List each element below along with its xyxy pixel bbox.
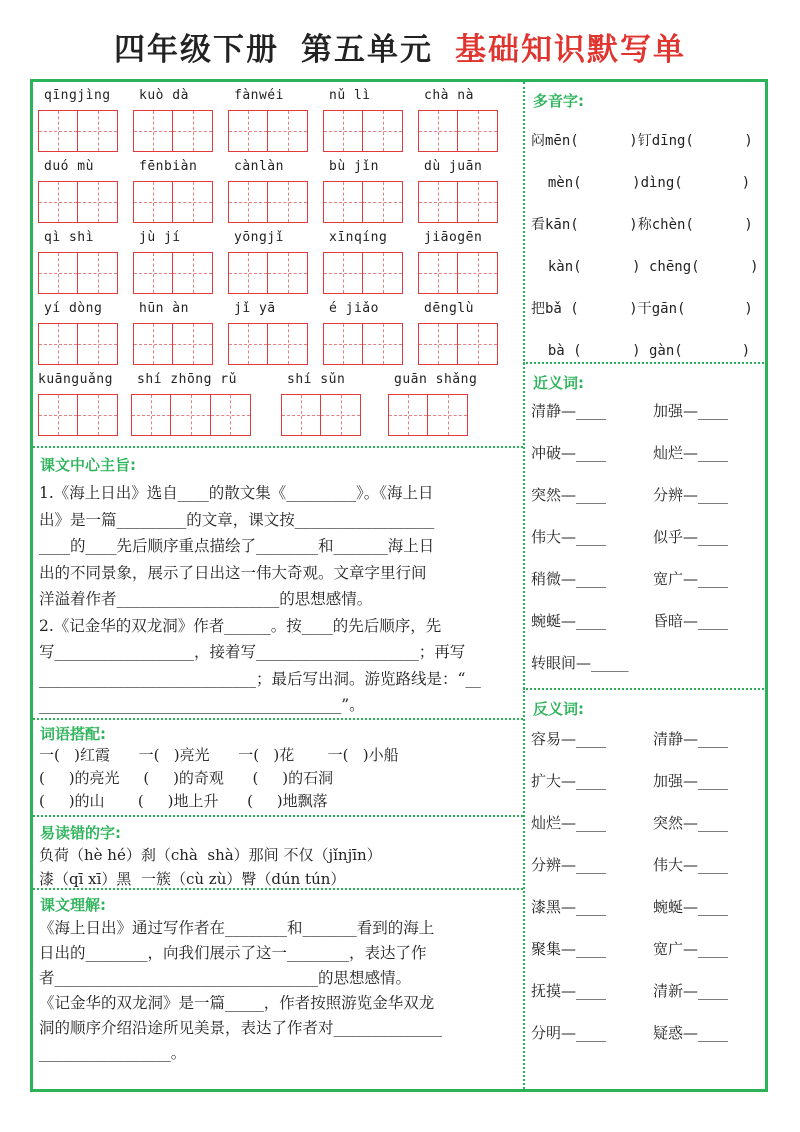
word-pair: 蜿蜒—____ [531,612,607,630]
text-line: ( )的亮光 ( )的奇观 ( )的石洞 [39,769,334,787]
title-grade: 四年级下册 [114,32,279,68]
word-pair: 分辨—____ [653,486,729,504]
pinyin-label: dù juān [424,159,483,174]
writing-cell[interactable] [173,111,212,151]
writing-box[interactable] [131,394,251,436]
word-pair: 突然—____ [531,486,607,504]
pinyin-label: shí sǔn [287,372,346,387]
word-pair: 灿烂—____ [653,444,729,462]
text-line: 看kān( )称chèn( ) [531,217,753,233]
writing-cell[interactable] [389,395,428,435]
text-line: 负荷（hè hé）刹（chà shà）那间 不仅（jǐnjīn） [39,846,382,864]
writing-cell[interactable] [324,111,363,151]
pinyin-label: cànlàn [234,159,284,174]
word-pair: 加强—____ [653,772,729,790]
pinyin-label: nǔ lì [329,88,371,103]
divider-after-grid [33,446,523,448]
writing-cell[interactable] [78,111,117,151]
writing-cell[interactable] [324,253,363,293]
word-pair: 加强—____ [653,402,729,420]
writing-box[interactable] [323,252,403,294]
divider-after-collocation [33,815,523,817]
text-line: _______________________________________”。 [39,696,365,714]
word-pair: 分辨—____ [531,856,607,874]
word-pair: 抚摸—____ [531,982,607,1000]
writing-cell[interactable] [211,395,250,435]
collocation-text [39,744,399,813]
writing-cell[interactable] [419,182,458,222]
writing-cell[interactable] [268,324,307,364]
writing-cell[interactable] [419,324,458,364]
collocation-title: 词语搭配: [40,725,106,743]
writing-cell[interactable] [173,324,212,364]
text-line: 一( )红霞 一( )亮光 一( )花 一( )小船 [39,746,399,764]
writing-cell[interactable] [39,111,78,151]
synonyms-title: 近义词: [533,374,584,392]
pinyin-label: xīnqíng [329,230,388,245]
word-pair: 扩大—____ [531,772,607,790]
pinyin-label: qīngjìng [44,88,111,103]
writing-cell[interactable] [78,395,117,435]
writing-cell[interactable] [134,253,173,293]
writing-box[interactable] [323,110,403,152]
misread-title: 易读错的字: [40,824,121,842]
pinyin-label: yí dòng [44,301,103,316]
text-line: 漆（qī xī）黑 一簇（cù zù）臀（dún tún） [39,870,346,888]
word-pair: 容易—____ [531,730,607,748]
writing-cell[interactable] [363,111,402,151]
pinyin-label: é jiǎo [329,301,379,316]
writing-cell[interactable] [458,182,497,222]
pinyin-label: fànwéi [234,88,284,103]
word-pair: 伟大—____ [653,856,729,874]
writing-cell[interactable] [458,111,497,151]
word-pair: 漆黑—____ [531,898,607,916]
writing-box[interactable] [418,181,498,223]
word-pair: 转眼间—_____ [531,654,629,672]
writing-cell[interactable] [78,324,117,364]
pinyin-label: kuò dà [139,88,189,103]
word-pair: 疑惑—____ [653,1024,729,1042]
writing-cell[interactable] [268,111,307,151]
writing-cell[interactable] [134,111,173,151]
word-pair: 清静—____ [653,730,729,748]
text-line: kàn( ) chēng( ) [531,259,759,275]
column-divider [523,82,525,1089]
text-line: 洞的顺序介绍沿途所见美景，表达了作者对______________ [39,1019,443,1037]
text-line: 洋溢着作者_____________________的思想感情。 [39,590,373,608]
polyphone-list [531,120,759,372]
main-idea-text [39,480,481,719]
writing-box[interactable] [133,323,213,365]
writing-cell[interactable] [363,253,402,293]
writing-cell[interactable] [229,182,268,222]
text-line: 1.《海上日出》选自____的散文集《_________》。《海上日 [39,484,434,502]
word-pair: 蜿蜒—____ [653,898,729,916]
pinyin-label: dēnglù [424,301,474,316]
word-pair: 宽广—____ [653,940,729,958]
writing-cell[interactable] [173,182,212,222]
writing-cell[interactable] [229,111,268,151]
main-idea-title: 课文中心主旨: [40,456,136,474]
worksheet-frame [30,79,768,1092]
writing-box[interactable] [281,394,361,436]
writing-cell[interactable] [321,395,360,435]
writing-cell[interactable] [78,182,117,222]
word-pair: 清新—____ [653,982,729,1000]
writing-box[interactable] [38,394,118,436]
text-line: 者__________________________________的思想感情。 [39,969,412,987]
word-pair: 聚集—____ [531,940,607,958]
writing-cell[interactable] [363,324,402,364]
word-pair: 稍微—____ [531,570,607,588]
writing-cell[interactable] [229,324,268,364]
writing-box[interactable] [133,110,213,152]
writing-box[interactable] [228,181,308,223]
misread-text [39,843,382,891]
writing-cell[interactable] [229,253,268,293]
writing-box[interactable] [388,394,468,436]
understanding-title: 课文理解: [40,896,106,914]
writing-cell[interactable] [134,182,173,222]
writing-box[interactable] [418,110,498,152]
writing-cell[interactable] [78,253,117,293]
text-line: ____的____先后顺序重点描绘了________和_______海上日 [39,537,435,555]
writing-box[interactable] [228,323,308,365]
writing-cell[interactable] [39,395,78,435]
polyphone-title: 多音字: [533,92,584,110]
writing-cell[interactable] [458,253,497,293]
text-line: 出》是一篇_________的文章，课文按__________________ [39,510,435,529]
writing-box[interactable] [418,323,498,365]
pinyin-label: jù jí [139,230,181,245]
word-pair: 分明—____ [531,1024,607,1042]
pinyin-label: yōngjǐ [234,230,284,245]
writing-box[interactable] [38,323,118,365]
antonyms-title: 反义词: [533,700,584,718]
text-line: bà ( ) gàn( ) [531,343,751,359]
writing-box[interactable] [228,110,308,152]
word-pair: 灿烂—____ [531,814,607,832]
writing-cell[interactable] [428,395,467,435]
writing-cell[interactable] [39,324,78,364]
word-pair: 清静—____ [531,402,607,420]
text-line: 日出的________，向我们展示了这一________，表达了作 [39,944,427,962]
writing-box[interactable] [38,110,118,152]
pinyin-label: qì shì [44,230,94,245]
writing-box[interactable] [133,181,213,223]
word-pair: 似乎—____ [653,528,729,546]
writing-cell[interactable] [324,324,363,364]
pinyin-label: fēnbiàn [139,159,198,174]
writing-cell[interactable] [173,253,212,293]
pinyin-label: jǐ yā [234,301,276,316]
writing-cell[interactable] [171,395,210,435]
writing-cell[interactable] [132,395,171,435]
writing-box[interactable] [323,323,403,365]
writing-cell[interactable] [324,182,363,222]
writing-cell[interactable] [419,253,458,293]
word-pair: 伟大—____ [531,528,607,546]
divider-after-synonyms [523,688,768,690]
pinyin-label: hūn àn [139,301,189,316]
text-line: mèn( )dìng( ) [531,175,751,191]
writing-box[interactable] [323,181,403,223]
text-line: ____________________________；最后写出洞。游览路线是：“__ [39,669,481,688]
writing-box[interactable] [418,252,498,294]
pinyin-label: bù jǐn [329,159,379,174]
writing-cell[interactable] [458,324,497,364]
pinyin-label: guān shǎng [394,372,478,387]
pinyin-label: jiāogēn [424,230,483,245]
writing-box[interactable] [133,252,213,294]
writing-cell[interactable] [134,324,173,364]
writing-cell[interactable] [419,111,458,151]
writing-cell[interactable] [268,182,307,222]
title-unit: 第五单元 [301,32,433,68]
writing-cell[interactable] [363,182,402,222]
writing-box[interactable] [228,252,308,294]
writing-cell[interactable] [39,253,78,293]
writing-box[interactable] [38,181,118,223]
pinyin-label: chà nà [424,88,474,103]
text-line: _________________。 [39,1044,187,1062]
text-line: 《记金华的双龙洞》是一篇_____，作者按照游览金华双龙 [39,994,435,1012]
title-sheet: 基础知识默写单 [455,32,686,68]
text-line: 闷mēn( )钉dīng( ) [531,133,753,149]
word-pair: 宽广—____ [653,570,729,588]
writing-cell[interactable] [39,182,78,222]
pinyin-label: shí zhōng rǔ [137,372,237,387]
writing-cell[interactable] [268,253,307,293]
text-line: 2.《记金华的双龙洞》作者______。按____的先后顺序，先 [39,616,442,635]
text-line: 写__________________，接着写_____________________；再写 [39,643,466,661]
word-pair: 昏暗—____ [653,612,729,630]
text-line: ( )的山 ( )地上升 ( )地飘落 [39,792,328,810]
text-line: 出的不同景象，展示了日出这一伟大奇观。文章字里行间 [39,563,427,582]
pinyin-label: duó mù [44,159,94,174]
word-pair: 冲破—____ [531,444,607,462]
word-pair: 突然—____ [653,814,729,832]
writing-box[interactable] [38,252,118,294]
writing-cell[interactable] [282,395,321,435]
pinyin-label: kuānguǎng [38,372,113,387]
understanding-text [39,916,442,1066]
text-line: 把bǎ ( )干gān( ) [531,301,753,317]
page-title [0,24,800,69]
text-line: 《海上日出》通过写作者在________和_______看到的海上 [39,919,435,937]
